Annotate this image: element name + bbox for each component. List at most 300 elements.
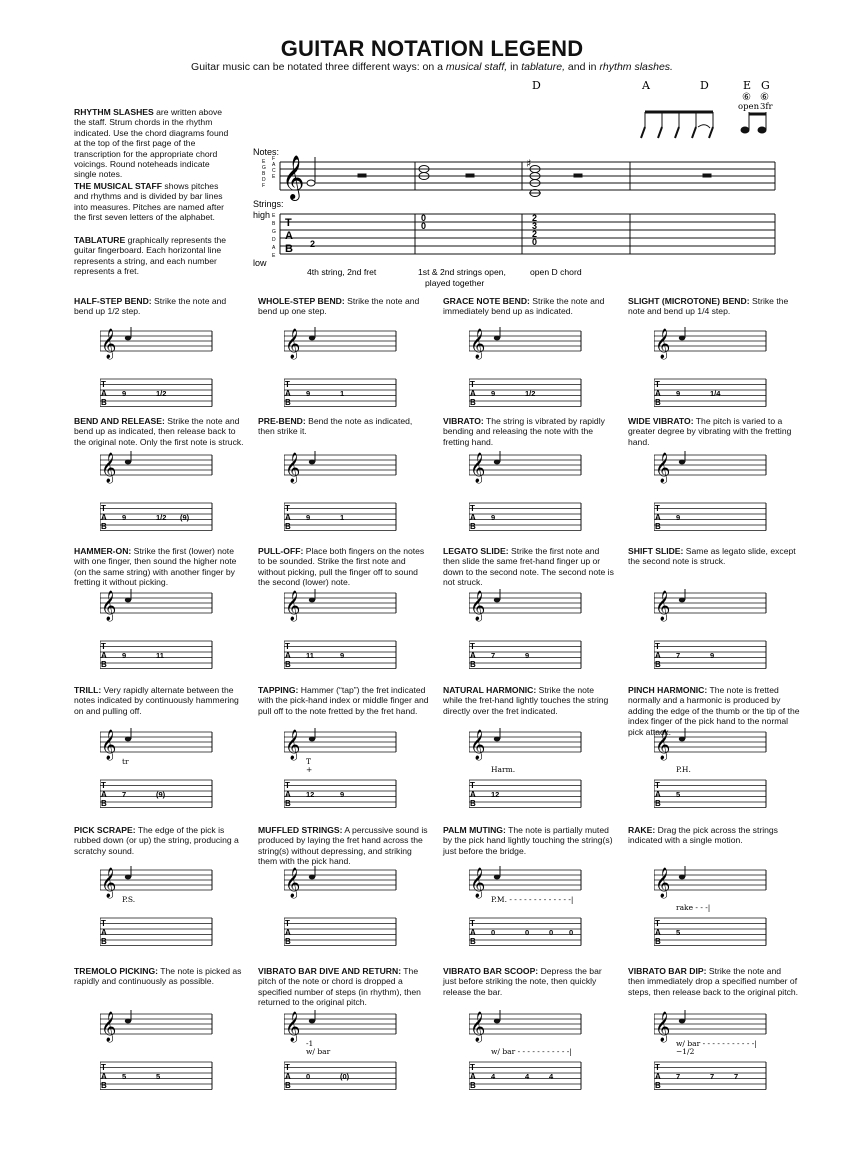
fret-label: open <box>738 102 760 112</box>
tab-fret-number: 11 <box>306 651 314 660</box>
notehead <box>309 598 315 603</box>
tab-fret-number: 7 <box>676 651 681 660</box>
technique-mark: P.S. <box>122 895 136 904</box>
caption: played together <box>425 278 485 288</box>
tab-fret-number: 7 <box>734 1072 739 1081</box>
svg-text:𝄞: 𝄞 <box>470 1012 486 1042</box>
svg-text:B: B <box>470 799 476 808</box>
svg-text:T: T <box>655 1063 660 1072</box>
svg-text:T: T <box>101 1063 106 1072</box>
chord-name: D <box>700 79 709 92</box>
string-letter: B <box>272 221 276 227</box>
intro-tablature <box>74 235 234 277</box>
intro-text: shows pitches and rhythms and is divided by bar lines into measures. Pitches are named after the first seven letters of the alphabet. <box>74 181 224 223</box>
svg-text:T: T <box>285 504 290 513</box>
notehead <box>679 336 685 341</box>
tab-fret-number: 9 <box>525 651 530 660</box>
svg-text:𝄞: 𝄞 <box>285 730 301 760</box>
svg-text:A: A <box>285 513 291 522</box>
technique-description <box>74 966 246 987</box>
technique-text: Hammer (“tap”) the fret indicated with the pick-hand index or middle finger and pull off to the note fretted by the fret hand. <box>258 685 429 716</box>
svg-text:𝄞: 𝄞 <box>655 730 671 760</box>
technique-heading: TRILL: <box>74 685 102 695</box>
notehead <box>494 598 500 603</box>
tab-fret-number: (9) <box>180 513 190 522</box>
svg-text:𝄞: 𝄞 <box>101 730 117 760</box>
tab-fret-number: 5 <box>676 790 681 799</box>
technique-description <box>628 296 800 317</box>
tab-fret-number: 0 <box>491 928 496 937</box>
tab-fret-number: 7 <box>710 1072 715 1081</box>
svg-text:𝄞: 𝄞 <box>285 868 301 898</box>
svg-text:B: B <box>470 660 476 669</box>
svg-text:T: T <box>285 642 290 651</box>
technique-mark: T <box>306 757 312 766</box>
technique-staff <box>100 1010 220 1100</box>
note-letter: E <box>262 159 266 165</box>
svg-text:𝄞: 𝄞 <box>101 329 117 359</box>
tab-fret-number: 5 <box>676 928 681 937</box>
svg-text:A: A <box>285 928 291 937</box>
svg-text:A: A <box>655 513 661 522</box>
tab-fret-number: 9 <box>306 513 311 522</box>
chord-name: D <box>532 79 541 92</box>
technique-staff <box>100 589 220 679</box>
svg-text:B: B <box>285 937 291 946</box>
notehead <box>125 875 131 880</box>
technique-staff <box>284 589 404 679</box>
technique-text: Place both fingers on the notes to be sounded. Strike the first note and without picking, pull the finger off to sound the second (lower) note. <box>258 546 425 588</box>
chord-name: A <box>642 79 650 92</box>
tab-fret-number: 0 <box>525 928 530 937</box>
technique-staff <box>284 866 404 956</box>
notehead <box>494 737 500 742</box>
technique-description <box>258 416 430 437</box>
tab-fret-number: 1/2 <box>156 513 167 522</box>
technique-staff <box>654 866 774 956</box>
tab-fret-number: 5 <box>122 1072 127 1081</box>
technique-text: A percussive sound is produced by laying the fret hand across the string(s) without depressing, and striking them with the pick hand. <box>258 825 428 867</box>
string-letters <box>272 213 276 259</box>
technique-mark: rake - - -| <box>676 903 711 912</box>
technique-description <box>443 966 615 997</box>
svg-text:A: A <box>655 1072 661 1081</box>
tab-fret-number: 1 <box>340 389 345 398</box>
svg-text:B: B <box>285 1081 291 1090</box>
technique-mark: w/ bar <box>306 1047 331 1056</box>
technique-staff <box>469 866 589 956</box>
tab-fret-number: 12 <box>306 790 315 799</box>
tab-fret-number: 9 <box>676 389 681 398</box>
tab-fret-number: 4 <box>491 1072 496 1081</box>
svg-text:𝄞: 𝄞 <box>101 1012 117 1042</box>
svg-text:A: A <box>285 1072 291 1081</box>
tab-fret-number: 7 <box>676 1072 681 1081</box>
tab-number: 0 <box>421 221 427 231</box>
svg-text:A: A <box>285 389 291 398</box>
svg-text:A: A <box>470 790 476 799</box>
tab-fret-number: 4 <box>525 1072 530 1081</box>
technique-text: Drag the pick across the strings indicated with a single motion. <box>628 825 778 846</box>
rhythm-slashes <box>641 112 766 138</box>
svg-text:B: B <box>101 937 107 946</box>
svg-text:T: T <box>101 380 106 389</box>
technique-staff <box>284 451 404 541</box>
svg-text:A: A <box>285 651 291 660</box>
technique-description <box>628 546 800 567</box>
subtitle-part: in <box>507 61 522 73</box>
intro-text: graphically represents the guitar fingerboard. Each horizontal line represents a string, and each number represents a fret. <box>74 235 227 277</box>
technique-description <box>443 296 615 317</box>
tab-number: 0 <box>532 237 538 247</box>
tab-fret-number: 0 <box>569 928 574 937</box>
technique-staff <box>654 327 774 417</box>
technique-heading: PRE-BEND: <box>258 416 306 426</box>
technique-description <box>74 416 246 447</box>
intro-heading: TABLATURE <box>74 235 126 245</box>
technique-heading: HAMMER-ON: <box>74 546 132 556</box>
svg-text:T: T <box>470 781 475 790</box>
tab-fret-number: 9 <box>306 389 311 398</box>
svg-text:T: T <box>655 504 660 513</box>
svg-text:B: B <box>285 660 291 669</box>
technique-description <box>443 825 615 856</box>
technique-heading: PULL-OFF: <box>258 546 304 556</box>
svg-text:T: T <box>655 781 660 790</box>
technique-heading: VIBRATO BAR SCOOP: <box>443 966 539 976</box>
technique-staff <box>469 589 589 679</box>
tab-fret-number: 7 <box>491 651 496 660</box>
notehead <box>494 336 500 341</box>
notehead <box>679 598 685 603</box>
technique-description <box>74 546 246 588</box>
svg-text:A: A <box>101 928 107 937</box>
tab-fret-number: 9 <box>491 389 496 398</box>
intro-heading: RHYTHM SLASHES <box>74 107 154 117</box>
technique-heading: SHIFT SLIDE: <box>628 546 684 556</box>
technique-mark: w/ bar - - - - - - - - - - -| <box>491 1047 572 1056</box>
technique-text: Strike the note while the fret-hand lightly touches the string directly over the fret indicated. <box>443 685 609 716</box>
svg-text:B: B <box>101 799 107 808</box>
string-letter: D <box>272 237 276 243</box>
svg-text:𝄞: 𝄞 <box>655 453 671 483</box>
notation-diagram <box>240 72 800 292</box>
strings-label: Strings: <box>253 199 284 209</box>
svg-text:B: B <box>101 660 107 669</box>
caption: 4th string, 2nd fret <box>307 267 377 277</box>
string-number: ⑥ <box>742 92 751 103</box>
technique-heading: TREMOLO PICKING: <box>74 966 159 976</box>
note-letter: D <box>262 177 266 183</box>
svg-text:A: A <box>655 389 661 398</box>
technique-text: Strike the note and bend up 1/4 step. <box>628 296 789 317</box>
technique-description <box>443 546 615 588</box>
tab-fret-number: 9 <box>122 513 127 522</box>
technique-staff <box>100 728 220 818</box>
tab-fret-number: 5 <box>156 1072 161 1081</box>
svg-text:B: B <box>285 398 291 407</box>
tab-fret-number: 1 <box>340 513 345 522</box>
fret-label: 3fr <box>760 102 773 112</box>
technique-description <box>443 416 615 447</box>
notehead <box>125 598 131 603</box>
tab-fret-number: 1/2 <box>156 389 167 398</box>
technique-description <box>74 825 246 856</box>
svg-text:𝄞: 𝄞 <box>655 868 671 898</box>
high-label: high <box>253 210 271 220</box>
tab-lines <box>280 214 775 254</box>
technique-text: Strike the note and bend up as indicated, then release back to the original note. Only the first note is struck. <box>74 416 244 447</box>
technique-staff <box>284 728 404 818</box>
notehead <box>679 1019 685 1024</box>
svg-text:𝄞: 𝄞 <box>285 1012 301 1042</box>
technique-heading: NATURAL HARMONIC: <box>443 685 537 695</box>
svg-text:T: T <box>470 1063 475 1072</box>
string-number: ⑥ <box>760 92 769 103</box>
svg-text:B: B <box>101 522 107 531</box>
technique-heading: RAKE: <box>628 825 656 835</box>
staff-notes <box>307 157 711 197</box>
svg-text:B: B <box>655 398 661 407</box>
svg-text:𝄞: 𝄞 <box>470 329 486 359</box>
svg-text:T: T <box>655 919 660 928</box>
technique-mark: -1 <box>306 1039 314 1048</box>
technique-staff <box>654 589 774 679</box>
technique-staff <box>469 451 589 541</box>
svg-text:T: T <box>285 380 290 389</box>
svg-text:T: T <box>285 1063 290 1072</box>
notehead <box>679 875 685 880</box>
notehead <box>494 460 500 465</box>
treble-clef: 𝄞 <box>282 155 305 199</box>
technique-heading: MUFFLED STRINGS: <box>258 825 343 835</box>
notehead <box>125 1019 131 1024</box>
svg-text:A: A <box>470 651 476 660</box>
intro-musical-staff <box>74 181 234 223</box>
technique-staff <box>469 728 589 818</box>
technique-heading: BEND AND RELEASE: <box>74 416 165 426</box>
notehead <box>494 875 500 880</box>
page-title: GUITAR NOTATION LEGEND <box>280 36 584 61</box>
tab-fret-number: 11 <box>156 651 164 660</box>
intro-rhythm-slashes <box>74 107 234 180</box>
technique-description <box>258 966 430 1008</box>
technique-staff <box>100 451 220 541</box>
svg-text:B: B <box>655 660 661 669</box>
svg-text:B: B <box>470 398 476 407</box>
technique-mark: Harm. <box>491 765 516 774</box>
svg-text:T: T <box>285 919 290 928</box>
technique-staff <box>654 451 774 541</box>
technique-description <box>258 685 430 716</box>
intro-text: are written above the staff. Strum chords in the rhythm indicated. Use the chord diagrams found at the top of the first page of the transcription for the appropriate chord voicings. Round noteheads indicate single notes. <box>74 107 229 180</box>
intro-heading: THE MUSICAL STAFF <box>74 181 163 191</box>
technique-text: Strike the note and then immediately drop a specified number of steps, then release back to the original pitch. <box>628 966 799 997</box>
technique-text: The pitch of the note or chord is dropped a specified number of steps (in rhythm), then returned to the original pitch. <box>258 966 421 1008</box>
note-letter: F <box>262 183 266 189</box>
tab-fret-number: 12 <box>491 790 500 799</box>
svg-text:B: B <box>101 1081 107 1090</box>
technique-description <box>258 825 430 867</box>
svg-text:A: A <box>285 230 293 242</box>
notehead <box>309 1019 315 1024</box>
technique-text: The pitch is varied to a greater degree by vibrating with the fretting hand. <box>628 416 792 447</box>
svg-text:𝄞: 𝄞 <box>655 591 671 621</box>
svg-text:𝄞: 𝄞 <box>655 329 671 359</box>
tab-fret-number: 0 <box>549 928 554 937</box>
tab-fret-number: 1/4 <box>710 389 721 398</box>
technique-heading: VIBRATO: <box>443 416 484 426</box>
svg-text:𝄞: 𝄞 <box>285 453 301 483</box>
technique-text: Strike the first note and then slide the same fret-hand finger up or down to the second note. The second note is not struck. <box>443 546 614 588</box>
tab-number: 2 <box>532 213 538 223</box>
caption: 1st & 2nd strings open, <box>418 267 506 277</box>
technique-text: Strike the first (lower) note with one finger, then sound the higher note (on the same string) with another finger by fretting it without picking. <box>74 546 237 588</box>
tab-numbers <box>310 213 537 249</box>
svg-text:B: B <box>285 522 291 531</box>
technique-mark: P.M. - - - - - - - - - - - - -| <box>491 895 574 904</box>
tab-fret-number: (9) <box>156 790 166 799</box>
notehead <box>309 460 315 465</box>
svg-text:A: A <box>101 389 107 398</box>
tab-fret-number: 9 <box>340 651 345 660</box>
tab-fret-number: 7 <box>122 790 127 799</box>
notehead <box>309 336 315 341</box>
technique-mark: + <box>306 765 313 774</box>
notehead <box>125 336 131 341</box>
tab-fret-number: 1/2 <box>525 389 536 398</box>
tab-number: 2 <box>310 239 316 249</box>
technique-mark: w/ bar - - - - - - - - - - -| <box>676 1039 757 1048</box>
svg-text:A: A <box>470 928 476 937</box>
svg-text:𝄞: 𝄞 <box>285 329 301 359</box>
technique-staff <box>284 327 404 417</box>
svg-text:B: B <box>655 937 661 946</box>
svg-text:B: B <box>470 937 476 946</box>
svg-text:𝄞: 𝄞 <box>101 868 117 898</box>
technique-heading: GRACE NOTE BEND: <box>443 296 530 306</box>
technique-staff <box>284 1010 404 1100</box>
svg-text:𝄞: 𝄞 <box>101 591 117 621</box>
tab-fret-number: 4 <box>549 1072 554 1081</box>
svg-text:T: T <box>101 504 106 513</box>
technique-text: The string is vibrated by rapidly bending and releasing the note with the fretting hand. <box>443 416 605 447</box>
notehead <box>309 737 315 742</box>
technique-heading: HALF-STEP BEND: <box>74 296 152 306</box>
string-letter: E <box>272 253 276 259</box>
svg-text:A: A <box>285 790 291 799</box>
technique-description <box>74 685 246 716</box>
technique-heading: WIDE VIBRATO: <box>628 416 694 426</box>
svg-text:B: B <box>470 522 476 531</box>
subtitle-part: tablature, <box>521 61 565 73</box>
notehead <box>494 1019 500 1024</box>
svg-text:T: T <box>470 504 475 513</box>
technique-heading: WHOLE-STEP BEND: <box>258 296 345 306</box>
technique-text: The note is fretted normally and a harmonic is produced by adding the edge of the thumb or the tip of the index finger of the pick hand to the normal pick attack. <box>628 685 800 737</box>
low-label: low <box>253 258 267 268</box>
svg-text:𝄞: 𝄞 <box>285 591 301 621</box>
svg-text:A: A <box>101 513 107 522</box>
tab-fret-number: 0 <box>306 1072 311 1081</box>
tab-number: 0 <box>421 213 427 223</box>
svg-text:T: T <box>101 919 106 928</box>
svg-text:𝄞: 𝄞 <box>470 591 486 621</box>
svg-text:A: A <box>101 790 107 799</box>
svg-text:𝄞: 𝄞 <box>101 453 117 483</box>
tab-fret-number: 9 <box>710 651 715 660</box>
technique-mark: tr <box>122 757 129 766</box>
note-letter: A <box>272 162 276 168</box>
technique-staff <box>654 1010 774 1100</box>
svg-text:B: B <box>655 799 661 808</box>
technique-heading: LEGATO SLIDE: <box>443 546 509 556</box>
svg-text:B: B <box>101 398 107 407</box>
technique-heading: PICK SCRAPE: <box>74 825 136 835</box>
svg-text:A: A <box>655 790 661 799</box>
svg-text:A: A <box>470 1072 476 1081</box>
svg-text:𝄞: 𝄞 <box>470 453 486 483</box>
technique-text: The edge of the pick is rubbed down (or up) the string, producing a scratchy sound. <box>74 825 239 856</box>
notes-label: Notes: <box>253 147 280 157</box>
caption: open D chord <box>530 267 582 277</box>
technique-text: Very rapidly alternate between the notes indicated by continuously hammering on and pulling off. <box>74 685 239 716</box>
notehead <box>679 737 685 742</box>
technique-staff <box>469 1010 589 1100</box>
technique-description <box>628 416 800 447</box>
chord-name: G <box>761 79 770 92</box>
svg-text:B: B <box>470 1081 476 1090</box>
technique-staff <box>100 866 220 956</box>
technique-description <box>74 296 246 317</box>
subtitle-part: and in <box>564 61 600 73</box>
tab-fret-number: (0) <box>340 1072 350 1081</box>
tab-fret-number: 9 <box>122 651 127 660</box>
technique-heading: TAPPING: <box>258 685 299 695</box>
notehead <box>679 460 685 465</box>
note-letter: F <box>272 156 276 162</box>
svg-text:T: T <box>101 781 106 790</box>
svg-text:A: A <box>470 389 476 398</box>
svg-text:T: T <box>655 380 660 389</box>
technique-heading: PALM MUTING: <box>443 825 506 835</box>
tab-fret-number: 9 <box>676 513 681 522</box>
technique-text: The note is partially muted by the pick hand lightly touching the string(s) just before the bridge. <box>443 825 613 856</box>
svg-text:T: T <box>470 380 475 389</box>
tab-fret-number: 9 <box>340 790 345 799</box>
svg-text:T: T <box>655 642 660 651</box>
technique-text: Same as legato slide, except the second note is struck. <box>628 546 796 567</box>
svg-text:A: A <box>655 651 661 660</box>
notehead <box>125 737 131 742</box>
svg-text:T: T <box>285 217 292 229</box>
svg-text:T: T <box>470 642 475 651</box>
technique-text: Bend the note as indicated, then strike it. <box>258 416 413 437</box>
technique-heading: PINCH HARMONIC: <box>628 685 708 695</box>
technique-staff <box>654 728 774 818</box>
notehead <box>125 460 131 465</box>
chord-name: E <box>743 79 752 92</box>
notehead <box>309 875 315 880</box>
technique-description <box>258 546 430 588</box>
svg-text:𝄞: 𝄞 <box>470 730 486 760</box>
svg-text:A: A <box>101 651 107 660</box>
technique-heading: SLIGHT (MICROTONE) BEND: <box>628 296 750 306</box>
technique-description <box>443 685 615 716</box>
svg-text:B: B <box>285 243 293 255</box>
technique-text: Strike the note and bend up one step. <box>258 296 420 317</box>
svg-text:B: B <box>285 799 291 808</box>
